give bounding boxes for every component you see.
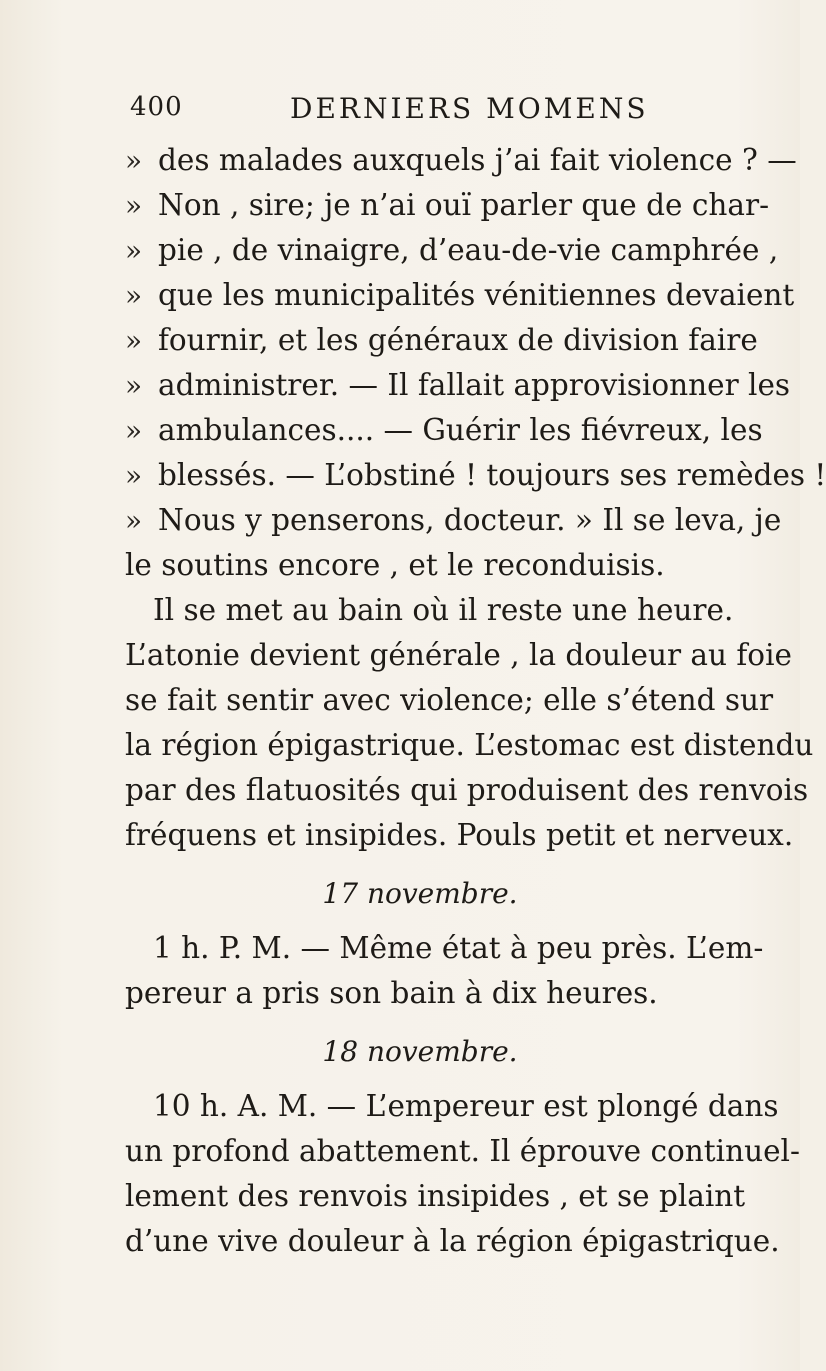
running-head [130, 92, 650, 132]
text-line: 10 h. A. M. — L’empereur est plongé dans [153, 1089, 779, 1123]
text-line: » ambulances.... — Guérir les fiévreux, les [125, 408, 725, 453]
quote-mark: » [125, 234, 143, 267]
text-line: se fait sentir avec violence; elle s’étend sur [125, 683, 774, 717]
text-line: par des flatuosités qui produisent des renvois [125, 773, 809, 807]
quote-mark: » [125, 324, 143, 357]
text-line: » pie , de vinaigre, d’eau-de-vie camphrée , [125, 228, 725, 273]
quote-mark: » [125, 279, 143, 312]
text-line: » administrer. — Il fallait approvisionner les [125, 363, 725, 408]
text-line: fréquens et insipides. Pouls petit et nerveux. [125, 818, 794, 852]
text-line: pereur a pris son bain à dix heures. [125, 976, 658, 1010]
text-line: le soutins encore , et le reconduisis. [125, 548, 665, 582]
date-heading: 18 novembre. [322, 1035, 518, 1068]
quote-mark: » [125, 369, 143, 402]
text-line: 1 h. P. M. — Même état à peu près. L’em- [153, 931, 764, 965]
page-number: 400 [130, 92, 183, 122]
text-line: » fournir, et les généraux de division faire [125, 318, 725, 363]
date-heading: 17 novembre. [322, 877, 518, 910]
text-line: un profond abattement. Il éprouve continuel- [125, 1134, 800, 1168]
text-line: » que les municipalités vénitiennes devaient [125, 273, 725, 318]
text-line: L’atonie devient générale , la douleur au foie [125, 638, 792, 672]
text-line: » des malades auxquels j’ai fait violence ? — [125, 138, 725, 183]
quote-mark: » [125, 459, 143, 492]
running-title: DERNIERS MOMENS [290, 92, 649, 125]
text-line: » blessés. — L’obstiné ! toujours ses remèdes ! [125, 453, 725, 498]
text-line: Il se met au bain où il reste une heure. [153, 593, 734, 627]
text-line: » Nous y penserons, docteur. » Il se leva, je [125, 498, 725, 543]
body-text [125, 138, 826, 1264]
text-line: lement des renvois insipides , et se plaint [125, 1179, 746, 1213]
quote-mark: » [125, 189, 143, 222]
text-line: d’une vive douleur à la région épigastrique. [125, 1224, 780, 1258]
quote-mark: » [125, 414, 143, 447]
quote-mark: » [125, 144, 143, 177]
quote-mark: » [125, 504, 143, 537]
text-line: » Non , sire; je n’ai ouï parler que de char- [125, 183, 725, 228]
text-line: la région épigastrique. L’estomac est distendu [125, 728, 814, 762]
